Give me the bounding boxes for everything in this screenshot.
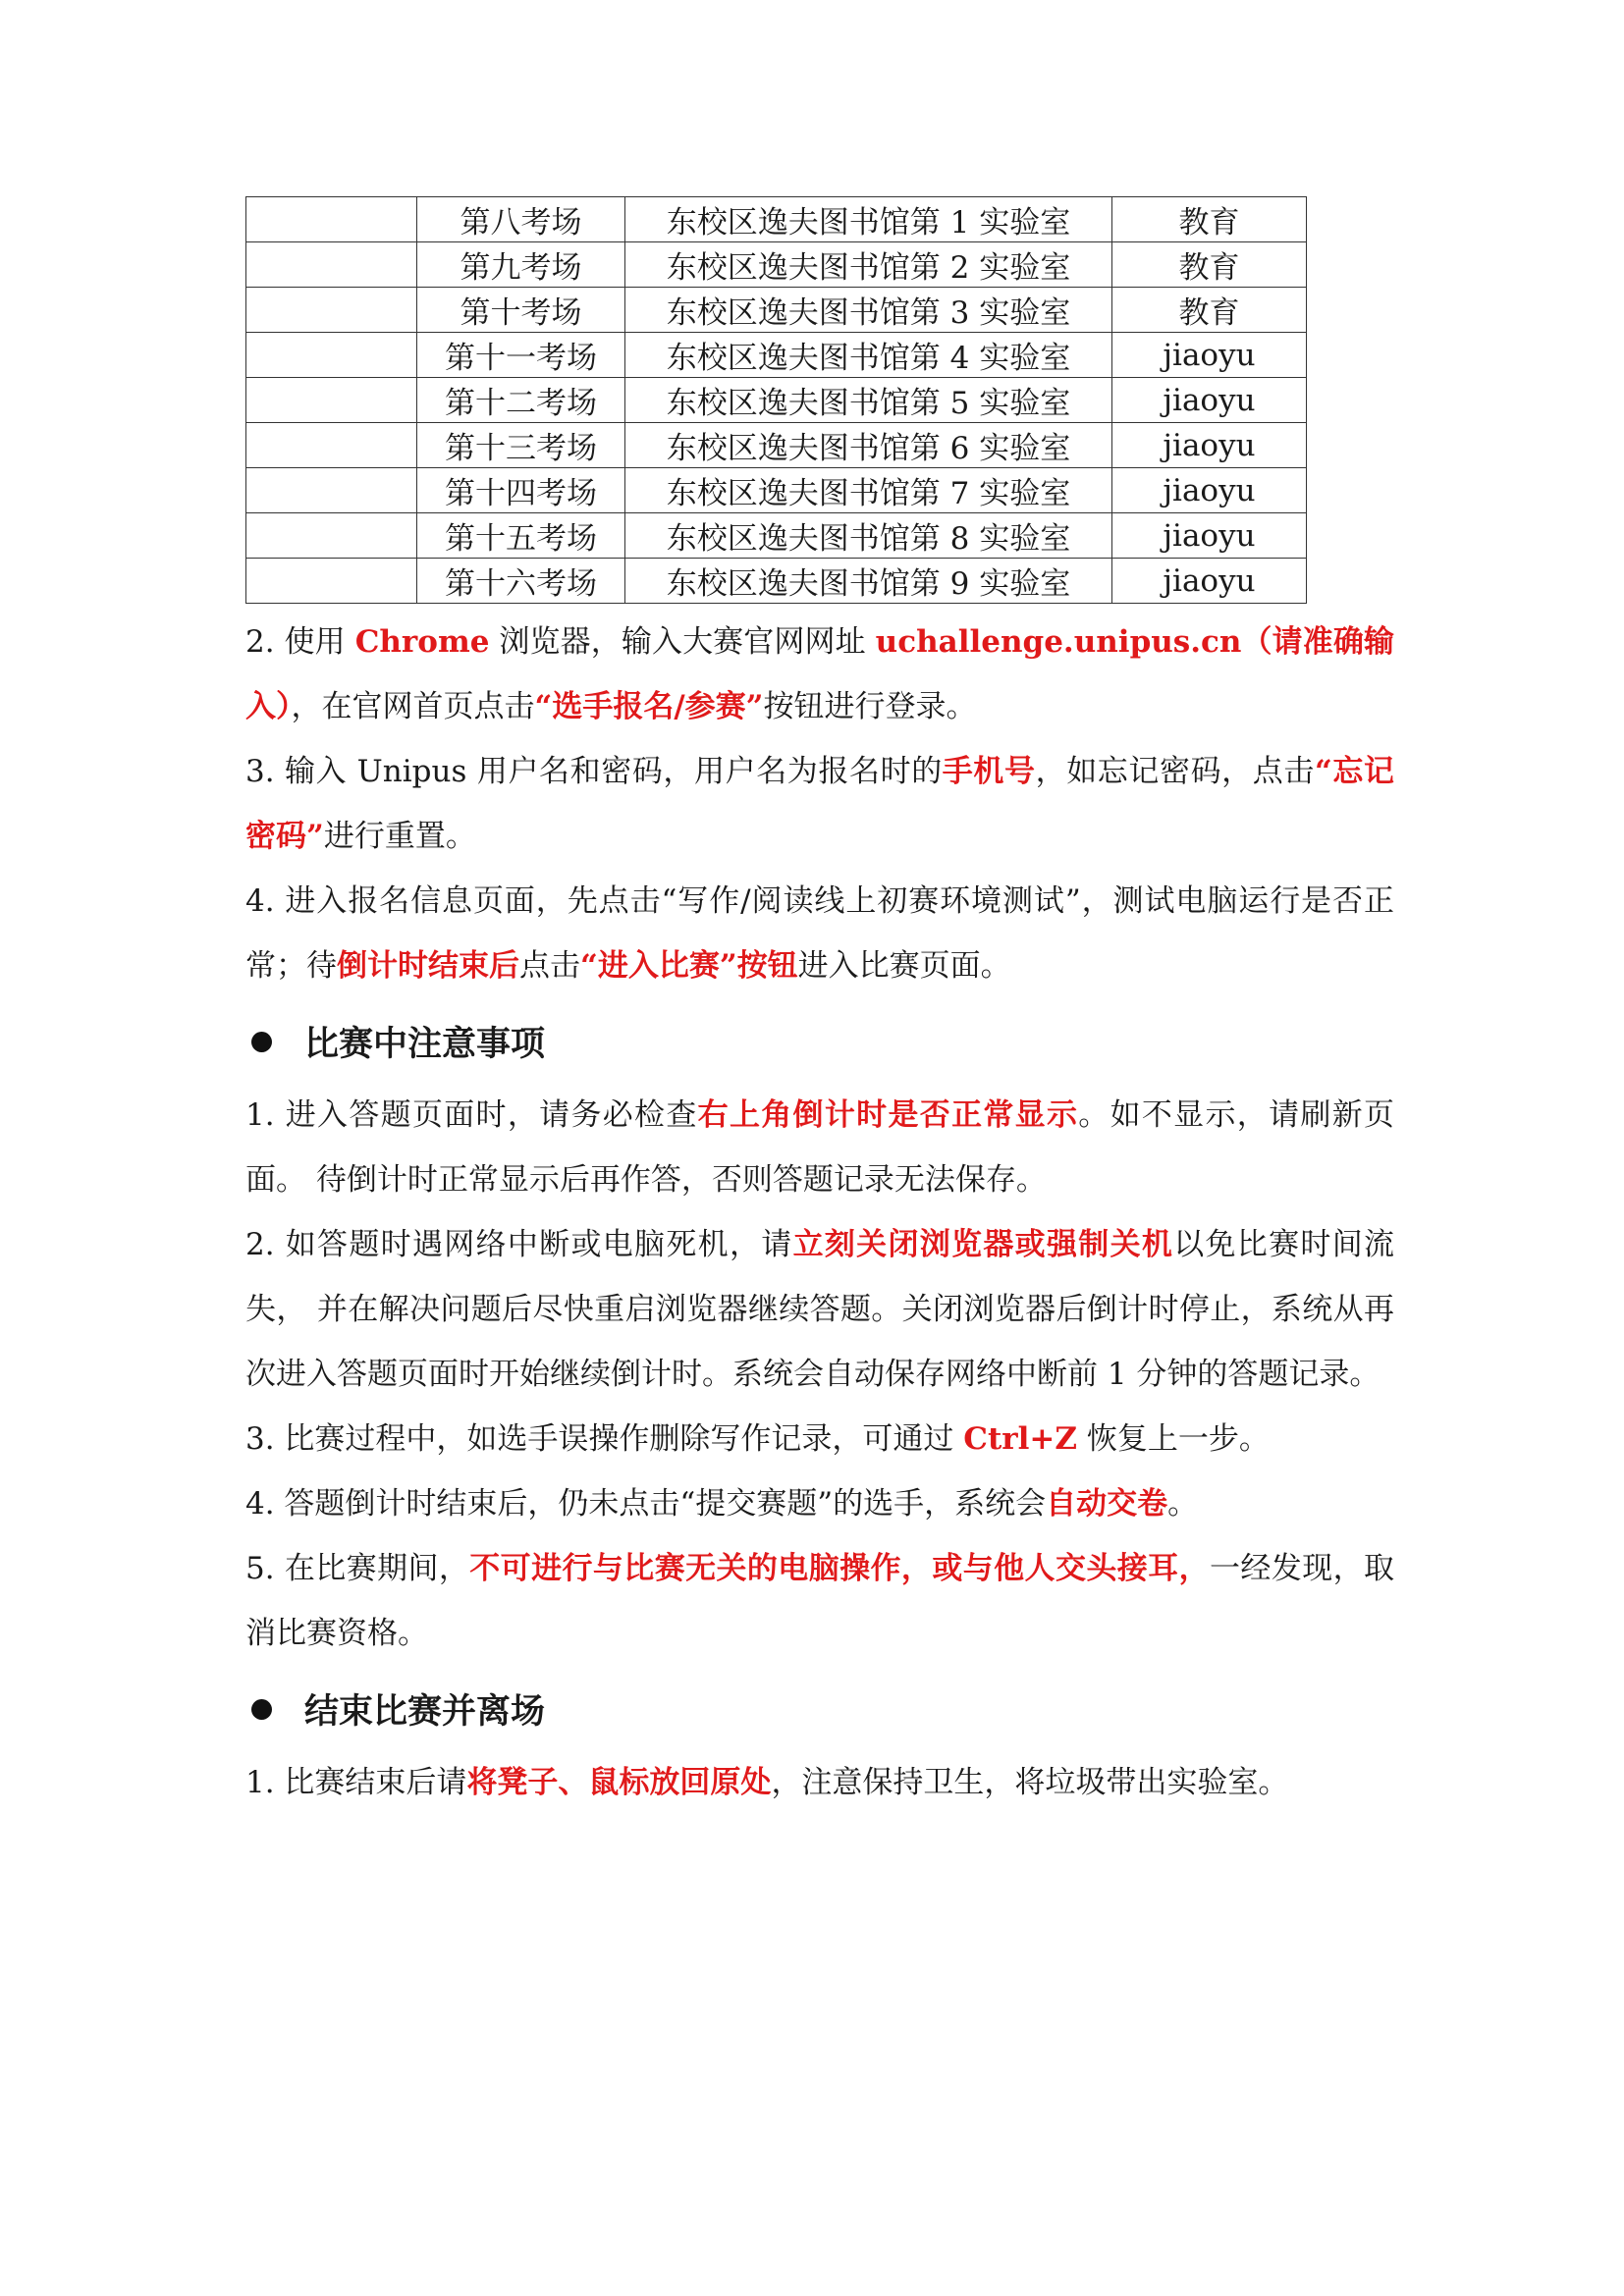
- venue-location-cell: 东校区逸夫图书馆第 2 实验室: [625, 242, 1112, 288]
- venue-name-cell: 第十五考场: [417, 513, 625, 559]
- venue-name-cell: 第九考场: [417, 242, 625, 288]
- step-3: 3. 输入 Unipus 用户名和密码，用户名为报名时的手机号，如忘记密码，点击“忘记密码”进行重置。: [245, 754, 1394, 854]
- venue-group-cell: [246, 288, 417, 333]
- venue-table-body: [246, 197, 1307, 604]
- document-content: [245, 196, 1394, 1815]
- venue-location-cell: 东校区逸夫图书馆第 3 实验室: [625, 288, 1112, 333]
- phone-number-ref: 手机号: [942, 754, 1036, 789]
- table-row: [246, 242, 1307, 288]
- during-item-1: 1. 进入答题页面时，请务必检查右上角倒计时是否正常显示。如不显示，请刷新页面。 待倒计时正常显示后再作答，否则答题记录无法保存。: [245, 1097, 1394, 1198]
- during-item-5: 5. 在比赛期间，不可进行与比赛无关的电脑操作，或与他人交头接耳，一经发现，取消比赛资格。: [245, 1551, 1395, 1651]
- venue-name-cell: 第十二考场: [417, 378, 625, 423]
- during-item-3: 3. 比赛过程中，如选手误操作删除写作记录，可通过 Ctrl+Z 恢复上一步。: [245, 1421, 1270, 1457]
- venue-location-cell: 东校区逸夫图书馆第 8 实验室: [625, 513, 1112, 559]
- venue-major-cell: jiaoyu: [1112, 378, 1307, 423]
- venue-group-cell: [246, 513, 417, 559]
- venue-major-cell: jiaoyu: [1112, 559, 1307, 604]
- table-row: [246, 197, 1307, 242]
- shortcut-key: Ctrl+Z: [963, 1421, 1078, 1457]
- venue-name-cell: 第十六考场: [417, 559, 625, 604]
- venue-major-cell: jiaoyu: [1112, 423, 1307, 468]
- venue-major-cell: jiaoyu: [1112, 333, 1307, 378]
- venue-group-cell: [246, 197, 417, 242]
- venue-group-cell: [246, 423, 417, 468]
- after-item-1: 1. 比赛结束后请将凳子、鼠标放回原处，注意保持卫生，将垃圾带出实验室。: [245, 1765, 1289, 1800]
- venue-group-cell: [246, 378, 417, 423]
- venue-group-cell: [246, 333, 417, 378]
- countdown-end-ref: 倒计时结束后: [337, 948, 519, 984]
- site-url: uchallenge.unipus.cn（请准确输入）: [245, 624, 1394, 724]
- venue-major-cell: 教育: [1112, 288, 1307, 333]
- venue-group-cell: [246, 559, 417, 604]
- bullet-icon: [251, 1032, 272, 1052]
- venue-location-cell: 东校区逸夫图书馆第 7 实验室: [625, 468, 1112, 513]
- browser-name: Chrome: [354, 624, 490, 660]
- table-row: [246, 423, 1307, 468]
- venue-group-cell: [246, 242, 417, 288]
- table-row: [246, 378, 1307, 423]
- during-item-4: 4. 答题倒计时结束后，仍未点击“提交赛题”的选手，系统会自动交卷。: [245, 1486, 1199, 1522]
- venue-major-cell: jiaoyu: [1112, 513, 1307, 559]
- section-heading-during: 比赛中注意事项: [245, 1008, 1394, 1075]
- table-row: [246, 559, 1307, 604]
- enter-contest-ref: “进入比赛”按钮: [580, 948, 798, 984]
- table-row: [246, 288, 1307, 333]
- venue-major-cell: jiaoyu: [1112, 468, 1307, 513]
- table-row: [246, 333, 1307, 378]
- venue-group-cell: [246, 468, 417, 513]
- venue-location-cell: 东校区逸夫图书馆第 5 实验室: [625, 378, 1112, 423]
- venue-name-cell: 第十四考场: [417, 468, 625, 513]
- venue-location-cell: 东校区逸夫图书馆第 4 实验室: [625, 333, 1112, 378]
- during-item-2: 2. 如答题时遇网络中断或电脑死机，请立刻关闭浏览器或强制关机以免比赛时间流失， 并在解决问题后尽快重启浏览器继续答题。关闭浏览器后倒计时停止，系统从再次进入答题页面时开始继续倒计时。系统会自动保存网络中断前 1 分钟的答题记录。: [245, 1227, 1394, 1392]
- venue-major-cell: 教育: [1112, 242, 1307, 288]
- venue-name-cell: 第十三考场: [417, 423, 625, 468]
- venue-name-cell: 第十一考场: [417, 333, 625, 378]
- venue-location-cell: 东校区逸夫图书馆第 9 实验室: [625, 559, 1112, 604]
- venue-table: [245, 196, 1307, 604]
- bullet-icon: [251, 1699, 272, 1720]
- register-button-ref: “选手报名/参赛”: [534, 689, 764, 724]
- step-2: 2. 使用 Chrome 浏览器，输入大赛官网网址 uchallenge.unipus.cn（请准确输入），在官网首页点击“选手报名/参赛”按钮进行登录。: [245, 624, 1394, 724]
- venue-name-cell: 第十考场: [417, 288, 625, 333]
- venue-location-cell: 东校区逸夫图书馆第 6 实验室: [625, 423, 1112, 468]
- step-4: 4. 进入报名信息页面，先点击“写作/阅读线上初赛环境测试”，测试电脑运行是否正常；待倒计时结束后点击“进入比赛”按钮进入比赛页面。: [245, 883, 1394, 984]
- table-row: [246, 468, 1307, 513]
- venue-name-cell: 第八考场: [417, 197, 625, 242]
- venue-location-cell: 东校区逸夫图书馆第 1 实验室: [625, 197, 1112, 242]
- venue-major-cell: 教育: [1112, 197, 1307, 242]
- forgot-password-ref: “忘记密码”: [245, 754, 1394, 854]
- section-heading-after: 结束比赛并离场: [245, 1676, 1394, 1742]
- table-row: [246, 513, 1307, 559]
